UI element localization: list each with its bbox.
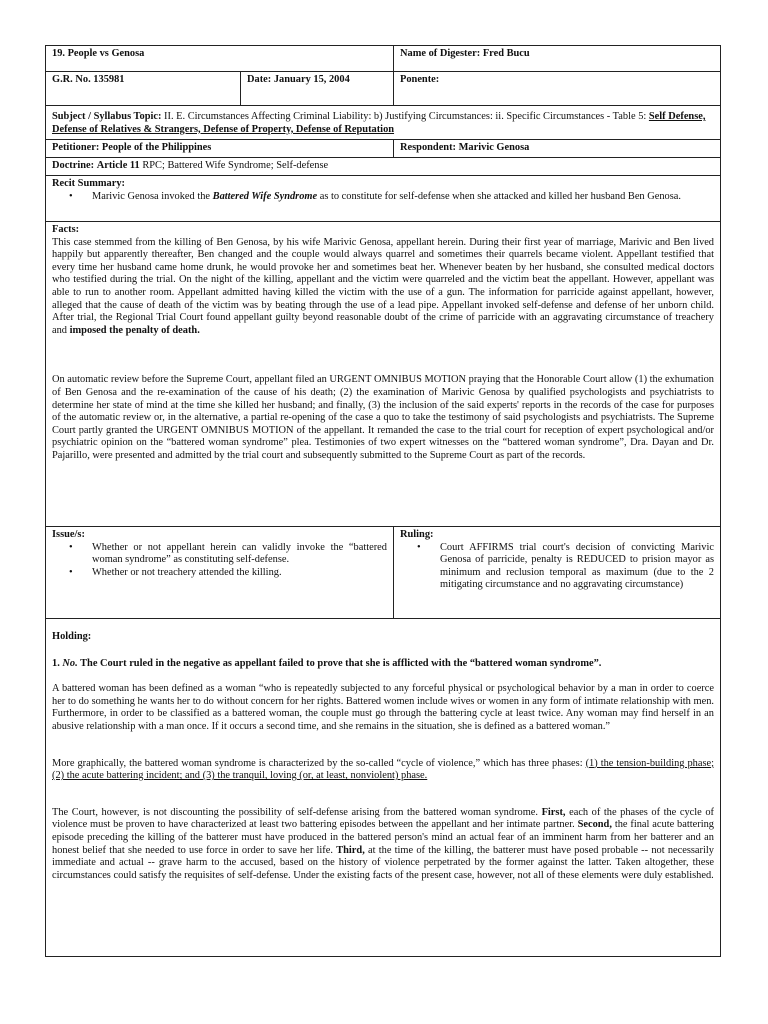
- date-cell: [240, 72, 393, 105]
- holding-p3-text: The Court, however, is not discounting the possibility of self-defense arising from the battered woman syndrome.: [52, 806, 539, 818]
- issues-label: Issue/s:: [52, 529, 85, 540]
- holding-p3-text: the final acute battering episode preceding the killing of the batterer must have produced in the battered person's mind an actual fear of an imminent harm from her batterer and an honest belief that she needed to use force in order to save her life.: [52, 819, 714, 856]
- facts-paragraph-2: On automatic review before the Supreme Court, appellant filed an URGENT OMNIBUS MOTION praying that the Honorable Court allow (1) the exhumation of Ben Genosa and the re-examination of the cause of his death; (2) the examination of Marivic Genosa by qualified psychologists and psychiatrists to determine her state of mind at the time she killed her husband; and finally, (3) the inclusion of the said experts' reports in the records of the case for purposes of the automatic review or, in the alternative, a partial re-opening of the case a quo to take the testimony of said psychologists and psychiatrists. The Supreme Court partly granted the URGENT OMNIBUS MOTION of the appellant. It remanded the case to the trial court for reception of expert psychological and/or psychiatric opinion on the “battered woman syndrome” plea. Testimonies of two expert witnesses on the “battered woman syndrome”, Dra. Dayan and Dr. Pajarillo, were presented and admitted by the trial court and subsequently submitted to the Supreme Court as part of the records.: [52, 374, 714, 461]
- facts-paragraph-1: [52, 237, 714, 338]
- digester-name: Fred Bucu: [482, 48, 530, 59]
- recit-label: Recit Summary:: [52, 178, 126, 189]
- issues-cell: [46, 527, 393, 618]
- ruling-label: Ruling:: [400, 529, 434, 540]
- facts-row: [46, 222, 720, 527]
- recit-list: [52, 191, 714, 204]
- list-item: • Whether or not treachery attended the killing.: [92, 567, 387, 580]
- respondent-name: Marivic Genosa: [458, 142, 530, 153]
- ruling-cell: [393, 527, 720, 618]
- holding-point-number: 1.: [52, 657, 60, 669]
- holding-point-1: [52, 658, 714, 671]
- parties-row: [46, 140, 720, 158]
- subject-row: [46, 106, 720, 140]
- doctrine-cell: [46, 158, 720, 175]
- case-digest-table: [45, 45, 721, 957]
- gr-number: 135981: [93, 74, 125, 85]
- list-item: • Whether or not appellant herein can validly invoke the “battered woman syndrome” as constituting self-defense.: [92, 542, 387, 567]
- holding-p3-text: at the time of the killing, the batterer must have posed probable -- not necessarily immediate and actual -- grave harm to the accused, based on the history of violence perpetrated by the former against the latter. Taken altogether, these circumstances could satisfy the requisites of self-defense. Under the existing facts of the present case, however, not all of these elements were duly established.: [52, 844, 714, 881]
- digester-cell: [393, 46, 720, 71]
- petitioner-name: People of the Philippines: [101, 142, 212, 153]
- issues-list: [52, 542, 387, 580]
- petitioner-label: Petitioner:: [52, 142, 100, 153]
- holding-label: Holding:: [52, 631, 92, 642]
- holding-paragraph-1: A battered woman has been defined as a woman “who is repeatedly subjected to any forceful physical or psychological behavior by a man in order to coerce her to do something he wants her to do without concern for her rights. Battered women include wives or women in any form of intimate relationship with men. Furthermore, in order to be classified as a battered woman, the couple must go through the battering cycle at least twice. Any woman may find herself in an abusive relationship with a man once. If it occurs a second time, and she remains in the situation, she is defined as a battered woman.”: [52, 683, 714, 732]
- holding-p3-text: each of the phases of the cycle of violence must be proven to have characterized at least two battering episodes between the appellant and her intimate partner.: [52, 806, 714, 831]
- holding-paragraph-3: [52, 807, 714, 883]
- list-item: [92, 191, 714, 204]
- recit-row: [46, 176, 720, 222]
- respondent-cell: [393, 140, 720, 157]
- subject-emphasis: Self Defense, Defense of Relatives & Strangers, Defense of Property, Defense of Reputation: [52, 111, 706, 135]
- holding-p2-text: More graphically, the battered woman syndrome is characterized by the so-called “cycle of violence,” which has three phases:: [52, 757, 583, 769]
- holding-cell: [46, 619, 720, 956]
- holding-p3-second: Second,: [577, 819, 612, 831]
- gr-row: [46, 72, 720, 106]
- ponente-cell: [393, 72, 720, 105]
- subject-text: II. E. Circumstances Affecting Criminal Liability: b) Justifying Circumstances: ii. Specific Circumstances - Table 5:: [164, 111, 647, 122]
- subject-cell: [46, 106, 720, 139]
- recit-cell: [46, 176, 720, 221]
- list-item: • Court AFFIRMS trial court's decision of convicting Marivic Genosa of parricide, penalty is REDUCED to prision mayor as minimum and reclusion temporal as maximum (due to the 2 mitigating circumstance and no aggravating circumstance): [440, 542, 714, 592]
- holding-p3-first: First,: [541, 806, 566, 818]
- gr-label: G.R. No.: [52, 74, 91, 85]
- case-title: 19. People vs Genosa: [52, 48, 145, 59]
- title-row: [46, 46, 720, 72]
- gr-cell: [46, 72, 240, 105]
- ruling-list: [400, 542, 714, 592]
- holding-p3-third: Third,: [336, 844, 365, 856]
- doctrine-row: [46, 158, 720, 176]
- digester-label: Name of Digester:: [400, 48, 481, 59]
- doctrine-article: Article 11: [96, 160, 140, 171]
- recit-pre: Marivic Genosa invoked the: [92, 190, 211, 202]
- recit-post: as to constitute for self-defense when she attacked and killed her husband Ben Genosa.: [319, 190, 681, 202]
- facts-p1-text: This case stemmed from the killing of Ben Genosa, by his wife Marivic Genosa, appellant herein. During their first year of marriage, Marivic and Ben lived happily but apparently thereafter, Ben changed and the couple would always quarrel and sometimes their quarrels became violent. Appellant testified that every time her husband came home drunk, he would provoke her and sometimes beat her. Whenever beaten by her husband, she consulted medical doctors who testified during the trial. On the night of the killing, appellant and the victim were quarreled and the victim beat the appellant. However, appellant was able to run to another room. Appellant admitted having killed the victim with the use of a gun. The information for parricide against appellant, however, alleged that the cause of death of the victim was by beating through the use of a lead pipe. Appellant invoked self-defense and defense of her unborn child. After trial, the Regional Trial Court found appellant guilty beyond reasonable doubt of the crime of parricide with an aggravating circumstance of treachery and: [52, 236, 714, 336]
- holding-point-answer: No.: [62, 657, 78, 669]
- date-value: January 15, 2004: [273, 74, 350, 85]
- holding-point-text: The Court ruled in the negative as appellant failed to prove that she is afflicted with the “battered woman syndrome”.: [80, 657, 602, 669]
- petitioner-cell: [46, 140, 393, 157]
- holding-paragraph-2: [52, 758, 714, 783]
- doctrine-label: Doctrine:: [52, 160, 95, 171]
- facts-p1-emphasis: imposed the penalty of death.: [69, 324, 200, 336]
- subject-label: Subject / Syllabus Topic:: [52, 111, 162, 122]
- respondent-label: Respondent:: [400, 142, 457, 153]
- ponente-label: Ponente:: [400, 74, 440, 85]
- facts-label: Facts:: [52, 224, 80, 235]
- doctrine-text: RPC; Battered Wife Syndrome; Self-defense: [142, 160, 329, 171]
- holding-p2-phases: (1) the tension-building phase; (2) the acute battering incident; and (3) the tranquil, loving (or, at least, nonviolent) phase.: [52, 757, 714, 782]
- holding-row: [46, 619, 720, 956]
- recit-emphasis: Battered Wife Syndrome: [212, 190, 318, 202]
- facts-cell: [46, 222, 720, 526]
- date-label: Date:: [247, 74, 272, 85]
- issue-ruling-row: [46, 527, 720, 619]
